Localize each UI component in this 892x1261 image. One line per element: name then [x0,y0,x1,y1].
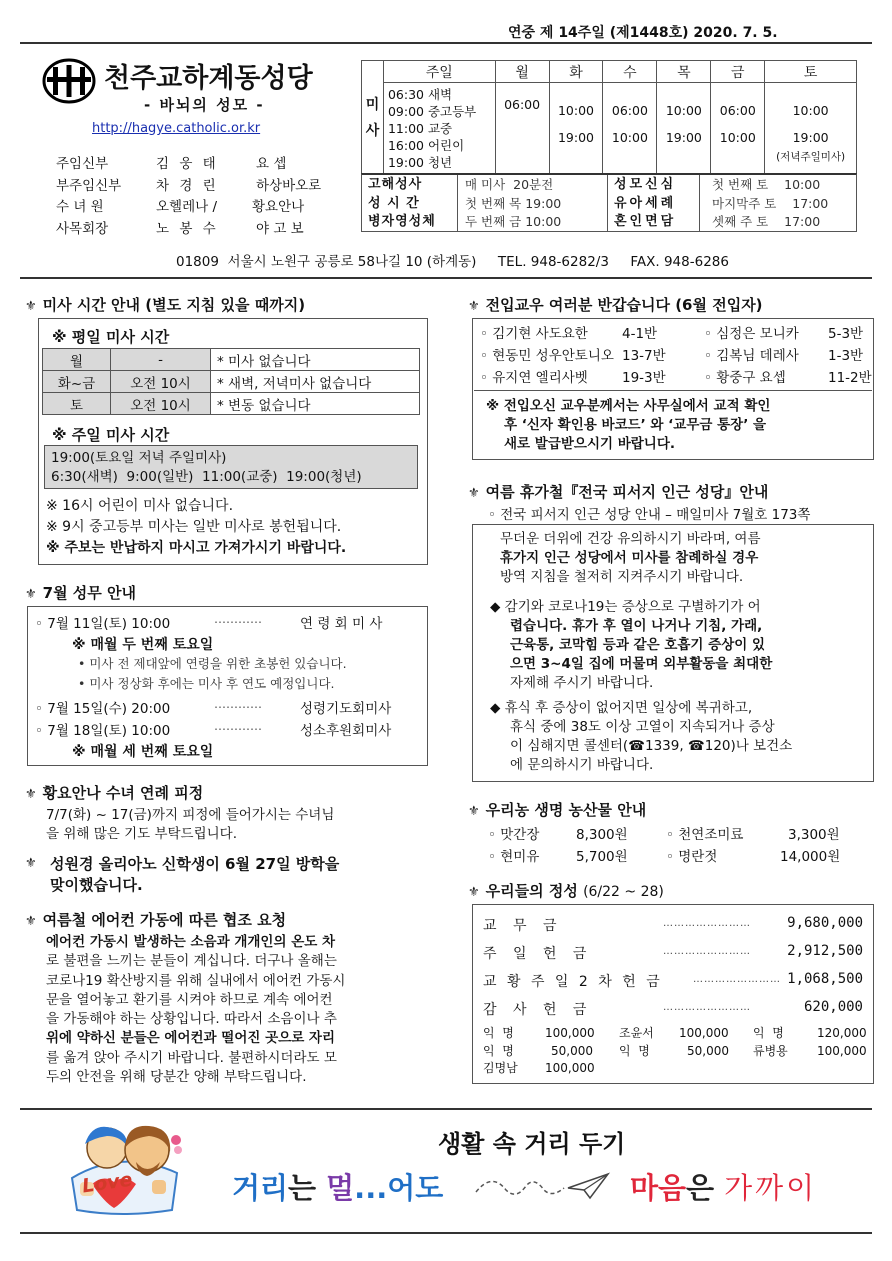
retreat-title: ⚜ 황요안나 수녀 연례 피정 [25,784,204,802]
services-box: 고해성사 성 시 간 병자영성체 매 미사 20분전 첫 번째 목 19:00 두 번째 금 10:00 성모신심 유아세례 혼인면담 첫 번째 토 10:00 마지막주 토 17:00 셋째 주 토 17:00 [361,173,857,232]
love-text: Love [80,1168,134,1198]
newcomers-list [480,323,870,389]
sunday-mass-times: 06:30 새벽 09:00 중고등부 11:00 교중 16:00 어린이 19:00 청년 [383,83,495,175]
list-item: 익 명 50,000 익 명 50,000 류병용 100,000 [483,1043,867,1058]
products-title: ⚜ 우리농 생명 농산물 안내 [468,801,647,819]
sunday-mass-times-box: 19:00(토요일 저녁 주일미사) 6:30(새벽) 9:00(일반) 11:00(교중) 19:00(청년) [44,445,418,489]
staff-row: 수 녀 원 오헬레나 / 황요안나 [56,199,305,215]
mass-notice-title: ⚜ 미사 시간 안내 (별도 지침 있을 때까지) [25,296,306,314]
section-marker-icon: ⚜ [468,299,480,314]
staff-row: 주임신부 김 웅 태 요 셉 [56,156,287,172]
aircon-title: ⚜ 여름철 에어컨 가동에 따른 협조 요청 [25,911,287,929]
products-list [488,824,858,868]
list-item: ◦ 맛간장 8,300원 ◦ 천연조미료 3,300원 [488,827,840,843]
vacation-text: 무더운 더위에 건강 유의하시기 바라며, 여름 휴가지 인근 성당에서 미사를 참례하실 경우 방역 지침을 철저히 지켜주시기 바랍니다. [500,531,761,585]
weekday-mass-table [42,348,420,415]
list-item: 김명남 100,000 [483,1061,595,1075]
section-marker-icon: ⚜ [468,804,480,819]
church-name: 천주교하계동성당 [104,63,313,94]
table-row: 화~금 오전 10시 * 새벽, 저녁미사 없습니다 [43,371,420,393]
paper-plane-icon [472,1168,612,1204]
church-logo-icon [42,58,96,104]
newcomers-title: ⚜ 전입교우 여러분 반갑습니다 (6월 전입자) [468,296,763,314]
staff-row: 부주임신부 차 경 린 하상바오로 [56,177,322,194]
offering-title: ⚜ 우리들의 정성 (6/22 ~ 28) [468,882,664,900]
address-line: 01809 서울시 노원구 공릉로 58나길 10 (하계동) TEL. 948-6282/3 FAX. 948-6286 [176,254,729,270]
list-item: ◦ 현동민 성우안토니오 13-7반 ◦ 김복님 데레사 1-3반 [480,348,864,364]
list-item: ◦ 7월 11일(토) 10:00 [35,616,171,632]
banner-left-phrase: 거리는 멀...어도 [232,1171,444,1205]
section-marker-icon: ⚜ [468,486,480,501]
church-url-link[interactable]: http://hagye.catholic.or.kr [92,121,261,136]
address-rule [20,277,872,279]
mass-side-label: 미사 [362,61,384,175]
list-item: ◦ 현미유 5,700원 ◦ 명란젓 14,000원 [488,849,841,865]
footer-rule-top [20,1108,872,1110]
july-title: ⚜ 7월 성무 안내 [25,584,136,602]
vacation-subtitle: ◦ 전국 피서지 인근 성당 안내 – 매일미사 7월호 173쪽 [488,507,811,523]
vacation-title: ⚜ 여름 휴가철『전국 피서지 인근 성당』안내 [468,483,769,501]
seminarian-notice: 성원경 올리아노 신학생이 6월 27일 방학을 맞이했습니다. [50,855,340,894]
staff-row: 사목회장 노 봉 수 야 고 보 [56,220,304,237]
header-rule [20,42,872,44]
mass-notes: ※ 16시 어린이 미사 없습니다. ※ 9시 중고등부 미사는 일반 미사로 봉헌됩니다. ※ 주보는 반납하지 마시고 가져가시기 바랍니다. [46,498,347,556]
retreat-text: 7/7(화) ~ 17(금)까지 피정에 들어가시는 수녀님 을 위해 많은 기도 부탁드립니다. [46,807,335,842]
weekday-mass-title: ※ 평일 미사 시간 [52,328,170,346]
list-item: ◦ 7월 18일(토) 10:00 [35,723,171,739]
section-marker-icon: ⚜ [25,856,37,871]
donor-list [483,1025,867,1078]
section-marker-icon: ⚜ [25,787,37,802]
aircon-text: 에어컨 가동시 발생하는 소음과 개개인의 온도 차 로 불편을 느끼는 분들이 계십니다. 더구나 올해는 코로나19 확산방지를 위해 실내에서 에어컨 가동시 문을 열어놓고 환기를 시켜야 하므로 계속 에어컨 을 가동해야 하는 상황입니다. 따라서 소음이나 추 위에 약하신 분들은 에어컨과 떨어진 곳으로 자리 를 옮겨 앉아 주시기 바랍니다. 불편하시더라도 모 두의 안전을 위해 당분간 양해 부탁드립니다. [46,934,346,1086]
section-marker-icon: ⚜ [25,914,37,929]
list-item: ◦ 김기현 사도요한 4-1반 ◦ 심정은 모니카 5-3반 [480,326,864,342]
issue-info: 연중 제 14주일 (제1448호) 2020. 7. 5. [508,25,778,41]
vacation-bullet-1: ◆ 감기와 코로나19는 증상으로 구별하기가 어 렵습니다. 휴가 후 열이 나거나 기침, 가래, 근육통, 코막힘 등과 같은 호흡기 증상이 있 으면 3~4일 집에 머물며 외부활동을 최대한 자제해 주시기 바랍니다. [490,599,773,691]
table-row: 토 오전 10시 * 변동 없습니다 [43,393,420,415]
section-marker-icon: ⚜ [468,885,480,900]
footer-rule-bottom [20,1232,872,1234]
section-marker-icon: ⚜ [25,587,37,602]
offering-box: 교 무 금 …………………… 9,680,000 주 일 헌 금 …………………… 2,912,500 교 황 주 일 2 차 헌 금 …………………… 1,068,500 감 사 헌 금 …………………… 620,000 익 명 100,000 조윤서 100,000 익 명 120,000 익 명 50,000 익 명 50,000 류병용 100,000 김명남 100,000 [472,904,874,1084]
section-marker-icon: ⚜ [25,299,37,314]
banner-right-phrase: 마음은 가까이 [630,1171,818,1205]
jesus-child-illustration-icon [52,1118,192,1218]
staff-list [56,154,346,240]
church-patron: - 바뇌의 성모 - [144,96,265,114]
newcomers-note: ※ 전입오신 교우분께서는 사무실에서 교적 확인 후 ‘신자 확인용 바코드’ 와 ‘교무금 통장’ 을 새로 발급받으시기 바랍니다. [486,398,771,452]
list-item: 익 명 100,000 조윤서 100,000 익 명 120,000 [483,1026,867,1040]
list-item: ◦ 7월 15일(수) 20:00 [35,701,171,717]
sunday-mass-title: ※ 주일 미사 시간 [52,426,170,444]
table-row: 월 - * 미사 없습니다 [43,349,420,371]
mass-schedule-table: 미사 주일 월 화 수 목 금 토 06:30 새벽 09:00 중고등부 11:00 교중 16:00 어린이 19:00 청년 06:00 10:00 19:00 06:00 10:00 10:00 19:00 06:00 10:00 10:00 19:00 (저녁주일미사) [361,60,857,175]
vacation-bullet-2: ◆ 휴식 후 증상이 없어지면 일상에 복귀하고, 휴식 중에 38도 이상 고열이 지속되거나 증상 이 심해지면 콜센터(☎1339, ☎120)나 보건소 에 문의하시기 바랍니다. [490,700,793,773]
banner-title: 생활 속 거리 두기 [438,1130,626,1158]
list-item: ◦ 유지연 엘리사벳 19-3반 ◦ 황중구 요셉 11-2반 [480,370,872,386]
